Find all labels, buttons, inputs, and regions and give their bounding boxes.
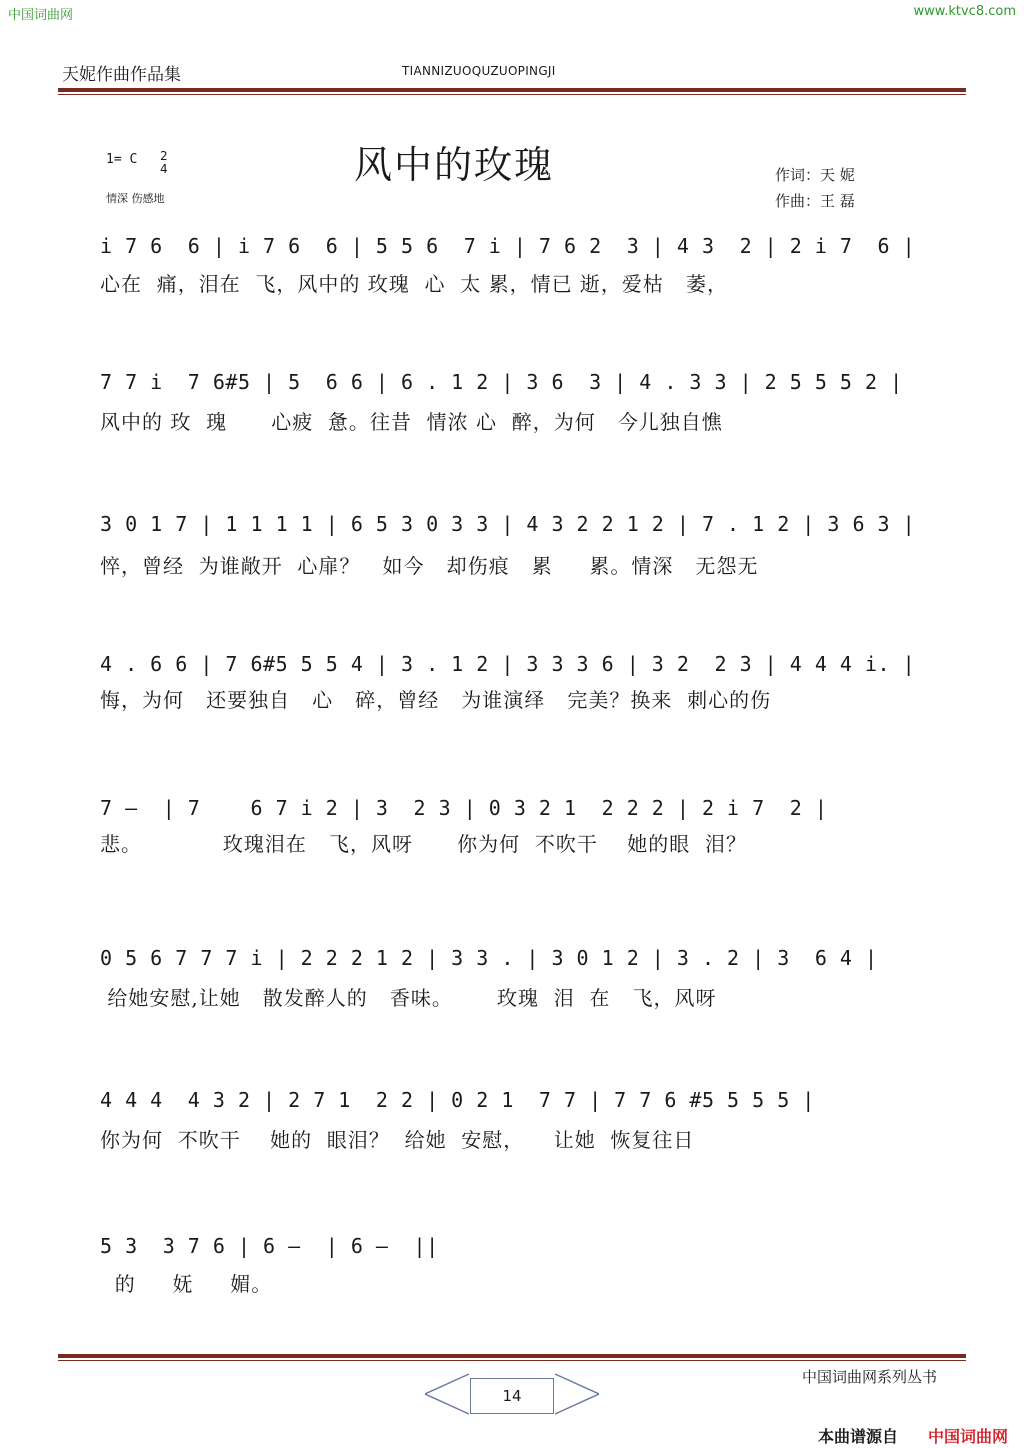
source-label: 本曲谱源自 — [818, 1427, 899, 1446]
lyrics-row-8: 的 妩 媚。 — [100, 1272, 273, 1296]
notation-row-6: 0 5 6 7 7 7 i | 2 2 2 1 2 | 3 3 . | 3 0 1 2 | 3 . 2 | 3 6 4 | — [100, 946, 878, 970]
key-signature: 1= C — [106, 152, 138, 167]
lyrics-row-7: 你为何 不吹干 她的 眼泪？ 给她 安慰， 让她 恢复往日 — [100, 1128, 695, 1152]
series-name: 中国词曲网系列丛书 — [802, 1368, 938, 1386]
mood-marking: 情深 伤感地 — [106, 192, 165, 205]
lyrics-row-5: 悲。 玫瑰泪在 飞，风呀 你为何 不吹干 她的眼 泪？ — [100, 832, 748, 856]
notation-row-2: 7 7 i 7 6#5 | 5 6 6 | 6 . 1 2 | 3 6 3 | 4 . 3 3 | 2 5 5 5 2 | — [100, 370, 903, 394]
header-rule-thin — [58, 94, 966, 95]
notation-row-3: 3 0 1 7 | 1 1 1 1 | 6 5 3 0 3 3 | 4 3 2 2 1 2 | 7 . 1 2 | 3 6 3 | — [100, 512, 916, 536]
notation-row-7: 4 4 4 4 3 2 | 2 7 1 2 2 | 0 2 1 7 7 | 7 7 6 #5 5 5 5 | — [100, 1088, 815, 1112]
lyricist-credit: 作词：天 妮 — [775, 166, 855, 184]
source-brand-link[interactable]: 中国词曲网 — [928, 1427, 1009, 1446]
lyrics-row-6: 给她安慰,让她 散发醉人的 香味。 玫瑰 泪 在 飞，风呀 — [100, 986, 717, 1010]
lyrics-row-1: 心在 痛，泪在 飞，风中的 玫瑰 心 太 累，情已 逝，爱枯 萎， — [100, 272, 729, 296]
lyrics-row-3: 悴，曾经 为谁敞开 心扉？ 如今 却伤痕 累 累。情深 无怨无 — [100, 554, 759, 578]
notation-row-8: 5 3 3 7 6 | 6 — | 6 — || — [100, 1234, 439, 1258]
collection-title: 天妮作曲作品集 — [62, 65, 181, 85]
watermark-left[interactable]: 中国词曲网 — [8, 8, 74, 23]
time-bottom: 4 — [160, 162, 168, 176]
time-signature — [160, 150, 168, 176]
composer-credit: 作曲：王 磊 — [775, 192, 855, 210]
footer-rule — [58, 1354, 966, 1358]
watermark-right[interactable]: www.ktvc8.com — [913, 4, 1016, 19]
collection-pinyin: TIANNIZUOQUZUOPINGJI — [402, 64, 556, 78]
lyrics-row-2: 风中的 玫 瑰 心疲 惫。往昔 情浓 心 醉，为何 今儿独自憔 — [100, 410, 723, 434]
notation-row-1: i 7 6 6 | i 7 6 6 | 5 5 6 7 i | 7 6 2 3 | 4 3 2 | 2 i 7 6 | — [100, 234, 916, 258]
time-top: 2 — [160, 149, 168, 163]
notation-row-4: 4 . 6 6 | 7 6#5 5 5 4 | 3 . 1 2 | 3 3 3 6 | 3 2 2 3 | 4 4 4 i. | — [100, 652, 916, 676]
song-title: 风中的玫瑰 — [354, 143, 555, 187]
footer-rule-thin — [58, 1360, 966, 1361]
header-rule — [58, 88, 966, 92]
lyrics-row-4: 悔，为何 还要独自 心 碎，曾经 为谁演绎 完美？换来 刺心的伤 — [100, 688, 772, 712]
notation-row-5: 7 — | 7 6 7 i 2 | 3 2 3 | 0 3 2 1 2 2 2 | 2 i 7 2 | — [100, 796, 828, 820]
page-number: 14 — [470, 1378, 554, 1414]
